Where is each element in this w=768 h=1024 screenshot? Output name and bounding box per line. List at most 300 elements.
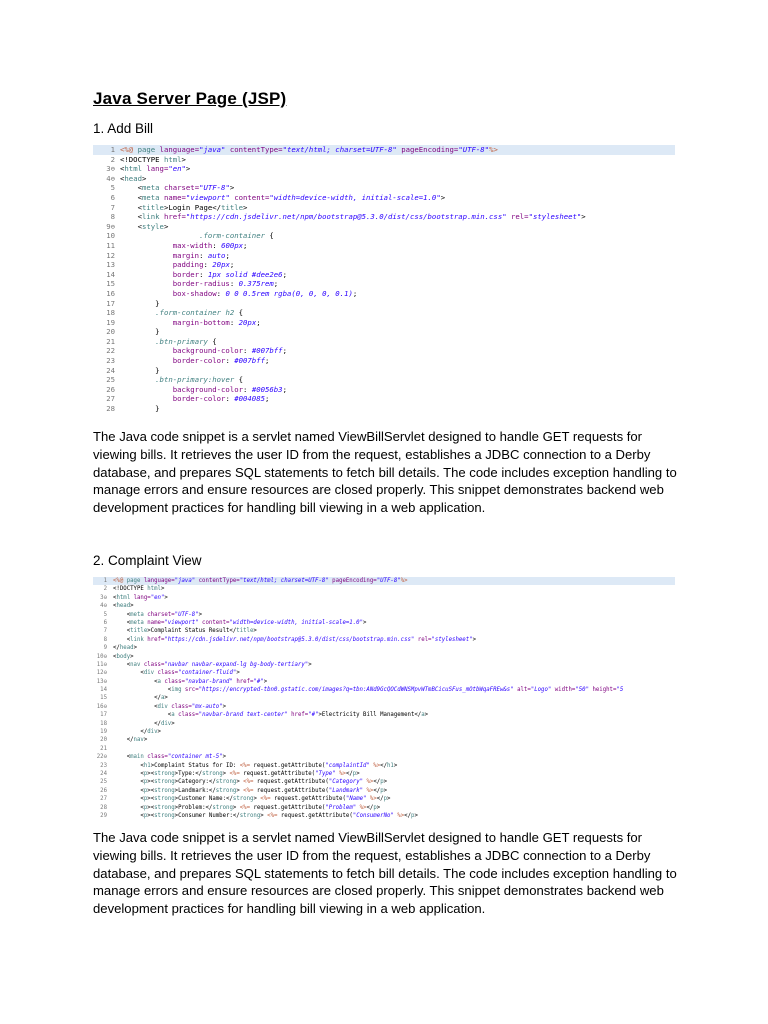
code-token: "#" (308, 712, 319, 719)
code-token: </ (113, 737, 134, 744)
code-line (93, 795, 675, 803)
code-line (93, 308, 675, 318)
code-token: class= (160, 678, 185, 685)
line-number: 2 (110, 154, 115, 164)
code-line (93, 787, 675, 795)
code-line (93, 279, 675, 289)
code-token: div (143, 670, 155, 677)
code-text (120, 346, 287, 356)
code-token: : (203, 260, 213, 270)
code-token: </ (113, 645, 120, 652)
code-token: "navbar navbar-expand-lg bg-body-tertiary" (164, 661, 309, 668)
code-text (113, 728, 161, 736)
line-number: 1 (110, 145, 115, 154)
code-token: < (113, 594, 117, 601)
code-token: >Login Page</ (163, 202, 222, 212)
code-snippet-complaint-view (93, 577, 675, 820)
code-token: #007bff (251, 346, 283, 356)
code-text (120, 337, 217, 347)
code-token: p (143, 796, 148, 803)
code-line (93, 222, 675, 232)
code-token: "viewport" (185, 192, 230, 202)
code-token: "UTF-8" (199, 183, 230, 193)
code-text (113, 804, 380, 812)
code-token: > (130, 653, 134, 660)
code-line (93, 212, 675, 222)
code-token: style (141, 221, 164, 231)
line-number: 4⊖ (106, 173, 115, 183)
code-token: lang= (130, 594, 151, 601)
code-line (93, 375, 675, 385)
code-token: > (222, 770, 230, 777)
code-token: < (113, 611, 131, 618)
code-token: "stylesheet" (528, 212, 582, 222)
code-token: </ (404, 812, 411, 819)
code-token: ; (282, 269, 287, 279)
description-paragraph-complaint-view: The Java code snippet is a servlet named ViewBillServlet designed to handle GET requests for viewing bills. It retrieves the user ID from the request, establishes a JDBC connection to a Derby database, and prepares SQL statements to fetch bill details. The code includes exception handling to manage errors and ensure resources are closed properly. This snippet demonstrates backend web development practices for handling bill viewing in a web application. (93, 830, 677, 917)
code-token (120, 270, 173, 279)
code-token: : (243, 346, 252, 356)
code-token: > (157, 729, 161, 736)
code-text (113, 795, 390, 803)
code-token: "Logo" (530, 687, 552, 694)
code-text (113, 711, 428, 719)
code-token: ; (265, 356, 270, 366)
code-token: { (234, 308, 244, 318)
code-line (93, 356, 675, 366)
code-line (93, 193, 675, 203)
line-number: 25 (100, 779, 107, 786)
code-token: </ (113, 695, 161, 702)
code-line (93, 804, 675, 812)
code-token: > (133, 645, 137, 652)
line-number: 19 (100, 729, 107, 736)
code-token: meta (141, 183, 160, 193)
code-token: "stylesheet" (431, 636, 473, 643)
code-token: class= (140, 661, 165, 668)
code-line (93, 145, 675, 155)
code-token: p (143, 779, 148, 786)
code-text (113, 736, 147, 744)
code-token: "50" (575, 687, 590, 694)
code-token: %> (366, 796, 377, 803)
code-token: href= (232, 678, 254, 685)
code-text (120, 241, 247, 251)
code-line (93, 720, 675, 728)
code-token: > (414, 812, 418, 819)
code-token: { (234, 375, 244, 385)
code-text (113, 770, 360, 778)
code-token: >Electricity Bill Management</ (318, 712, 422, 719)
code-token: : (216, 288, 226, 298)
code-token: link (130, 636, 144, 643)
code-token (120, 394, 173, 403)
code-token (120, 231, 199, 240)
code-token: >Landmark:</ (174, 787, 216, 794)
code-token: < (120, 192, 142, 202)
code-token: > (424, 712, 429, 719)
code-token: charset= (159, 183, 200, 193)
code-token: 0.375rem (238, 279, 274, 289)
code-token: title (221, 202, 244, 212)
code-token: <%= (239, 804, 254, 811)
code-token: > (253, 796, 261, 803)
code-line (93, 594, 675, 602)
code-token: #0056b3 (251, 384, 283, 394)
code-token: rel= (506, 212, 529, 222)
code-token: div (160, 720, 172, 727)
code-text (113, 594, 168, 602)
code-text (120, 308, 243, 318)
code-token: < (113, 804, 144, 811)
code-token: > (198, 611, 203, 618)
code-token: title (130, 628, 148, 635)
code-text (120, 222, 168, 232)
code-token: auto (207, 250, 226, 260)
code-token: body (116, 653, 131, 660)
code-token: < (120, 202, 142, 212)
code-token: > (141, 173, 147, 183)
code-line (93, 366, 675, 376)
line-number: 22 (106, 346, 115, 356)
code-token: > (376, 804, 381, 811)
code-token: <!DOCTYPE (113, 586, 148, 593)
code-line (93, 644, 675, 652)
code-token: request.getAttribute( (253, 804, 326, 811)
code-text (120, 327, 160, 337)
code-token: class= (174, 712, 199, 719)
code-token: .form-container h2 (155, 308, 235, 318)
code-token: >Type:</ (174, 770, 203, 777)
code-token: < (113, 636, 131, 643)
code-token: href= (143, 636, 165, 643)
code-token: p (143, 787, 148, 794)
code-token: ; (265, 394, 270, 404)
code-token: > (143, 737, 148, 744)
line-number: 5 (110, 183, 115, 193)
code-token: box-shadow (172, 288, 217, 298)
code-token: contentType= (225, 145, 283, 154)
code-token: </ (113, 729, 148, 736)
code-text (113, 669, 240, 677)
line-number: 7 (103, 628, 107, 635)
code-token: >< (147, 804, 155, 811)
code-token: border-color (172, 394, 226, 404)
code-text (120, 164, 190, 174)
code-token: </ (373, 787, 381, 794)
code-line (93, 337, 675, 347)
line-number: 26 (100, 787, 107, 794)
code-token: < (113, 628, 131, 635)
code-line (93, 327, 675, 337)
code-token: width= (551, 687, 576, 694)
code-line (93, 203, 675, 213)
code-token: < (120, 183, 142, 193)
line-number: 15 (100, 695, 107, 702)
code-token: "navbar-brand" (184, 678, 233, 685)
code-token: >< (147, 779, 155, 786)
code-token: > (171, 720, 175, 727)
code-token: > (160, 586, 165, 593)
code-line (93, 711, 675, 719)
code-token: %> (363, 779, 374, 786)
line-number: 16⊖ (96, 703, 107, 710)
code-token: nav (130, 661, 141, 668)
code-text (120, 299, 160, 309)
code-text (120, 318, 261, 328)
code-token: %> (335, 770, 346, 777)
code-token: </ (376, 796, 384, 803)
code-text (120, 212, 586, 222)
code-token: class= (143, 754, 168, 761)
code-token: : (199, 269, 208, 279)
code-line (93, 241, 675, 251)
code-line (93, 619, 675, 627)
code-token: > (130, 603, 134, 610)
code-token: page (126, 578, 144, 584)
code-line (93, 686, 675, 694)
code-token: src= (181, 687, 199, 694)
code-token (120, 318, 173, 327)
code-token: : (243, 384, 252, 394)
line-number: 14 (106, 269, 115, 279)
code-token: "Landmark" (328, 787, 364, 794)
code-token (120, 279, 173, 288)
line-number: 10 (106, 231, 115, 241)
code-token: content= (229, 192, 270, 202)
code-token: < (113, 762, 144, 769)
line-number: 18 (106, 308, 115, 318)
code-text (113, 653, 134, 661)
line-number: 5 (103, 611, 107, 618)
code-token: "text/html; charset=UTF-8" (282, 145, 397, 154)
code-line (93, 231, 675, 241)
code-token: strong (154, 796, 175, 803)
code-token: alt= (513, 687, 531, 694)
code-token: < (113, 812, 144, 819)
code-token: <%= (243, 787, 257, 794)
line-number: 6 (110, 192, 115, 202)
code-token (120, 337, 155, 346)
code-token: "https://cdn.jsdelivr.net/npm/bootstrap@5.3.0/dist/css/bootstrap.min.css" (185, 212, 507, 222)
line-number: 29 (100, 812, 107, 819)
code-token: < (113, 779, 144, 786)
code-token: ; (273, 279, 279, 289)
line-number: 23 (106, 356, 115, 366)
code-token: ; (282, 384, 287, 394)
code-token: h1 (143, 762, 151, 769)
code-text (120, 279, 278, 289)
code-token: >Category:</ (174, 779, 216, 786)
code-text (113, 753, 226, 761)
code-token: >< (147, 796, 155, 803)
code-token: > (308, 661, 312, 668)
code-token: > (236, 787, 244, 794)
code-token: "UTF-8" (376, 578, 401, 584)
code-text (113, 778, 387, 786)
line-number: 8 (103, 636, 107, 643)
line-number: 16 (106, 288, 115, 298)
section-heading-add-bill: 1. Add Bill (93, 121, 154, 136)
code-token: 1px solid #dee2e6 (207, 269, 283, 279)
code-token: <%= (239, 762, 254, 769)
code-token: >Customer Name:</ (174, 796, 233, 803)
code-token: strong (202, 770, 223, 777)
code-token: head (119, 645, 134, 652)
code-line (93, 694, 675, 702)
code-token: content= (198, 619, 230, 626)
line-number: 25 (106, 375, 115, 385)
code-token: > (472, 636, 476, 643)
code-token: } (120, 298, 160, 308)
code-token: } (120, 327, 160, 337)
line-number: 13 (106, 260, 115, 270)
code-token: : (225, 356, 235, 366)
code-token: ; (256, 317, 261, 327)
code-line (93, 318, 675, 328)
code-text (120, 356, 269, 366)
code-token: > (185, 164, 191, 174)
code-token: 600px (221, 240, 244, 250)
code-token: < (120, 212, 142, 222)
code-text (113, 745, 116, 753)
line-number: 9⊖ (106, 221, 115, 231)
code-token: .btn-primary:hover (155, 375, 235, 385)
code-token: request.getAttribute( (243, 770, 316, 777)
code-token: "Problem" (325, 804, 357, 811)
code-token: request.getAttribute( (274, 796, 346, 803)
code-line (93, 299, 675, 309)
code-token: pageEncoding= (396, 145, 459, 154)
code-token: "java" (174, 578, 196, 584)
code-token: < (120, 164, 125, 174)
code-token: "width=device-width, initial-scale=1.0" (269, 192, 441, 202)
code-token: > (387, 796, 391, 803)
code-token: request.getAttribute( (256, 787, 329, 794)
code-text (120, 375, 243, 385)
code-token: strong (232, 796, 254, 803)
code-token: : (212, 240, 222, 250)
code-token: "Name" (345, 796, 367, 803)
code-text (113, 720, 175, 728)
code-token: > (356, 770, 360, 777)
code-token: name= (143, 619, 165, 626)
code-token: </ (345, 770, 353, 777)
code-text (120, 260, 234, 270)
line-number: 21 (106, 336, 115, 346)
line-number: 17 (106, 298, 115, 308)
code-token: } (120, 404, 160, 414)
code-token: < (113, 653, 117, 660)
code-token (120, 385, 173, 394)
code-token: img (171, 687, 182, 694)
code-token: > (243, 202, 248, 212)
code-token: 20px (238, 317, 257, 327)
code-text (120, 289, 357, 299)
code-token: rel= (414, 636, 432, 643)
line-number: 19 (106, 317, 115, 327)
line-number: 3⊖ (100, 594, 107, 601)
code-token: <%= (243, 779, 257, 786)
code-token: { (207, 336, 217, 346)
code-token (120, 375, 155, 384)
code-token: html (116, 594, 131, 601)
code-token: > (222, 703, 227, 710)
line-number: 10⊖ (96, 653, 107, 660)
code-line (93, 174, 675, 184)
line-number: 12⊖ (96, 670, 107, 677)
code-token: strong (154, 812, 175, 819)
line-number: 24 (100, 770, 107, 777)
line-number: 20 (100, 737, 107, 744)
code-token: <%= (229, 770, 244, 777)
code-token: < (113, 687, 172, 694)
line-number: 20 (106, 327, 115, 337)
code-token: "mx-auto" (191, 703, 223, 710)
code-line (93, 753, 675, 761)
code-token: "UTF-8" (174, 611, 199, 618)
code-text (113, 686, 623, 694)
code-text (113, 627, 257, 635)
line-number: 11⊖ (96, 661, 107, 668)
line-number: 11 (106, 240, 115, 250)
code-token: p (143, 804, 148, 811)
line-number: 9 (103, 645, 107, 652)
code-token: title (236, 628, 254, 635)
code-token: div (147, 729, 158, 736)
code-line (93, 678, 675, 686)
code-token: < (113, 661, 131, 668)
code-token: strong (215, 779, 237, 786)
code-token: { (264, 231, 274, 241)
code-token: : (199, 250, 208, 260)
code-token: "text/html; charset=UTF-8" (239, 578, 329, 584)
code-token: > (222, 754, 227, 761)
line-number: 15 (106, 279, 115, 289)
code-token: html (147, 586, 161, 593)
code-token: %> (356, 804, 367, 811)
code-token: >Problem:</ (174, 804, 213, 811)
code-token: > (236, 670, 240, 677)
code-line (93, 164, 675, 174)
code-token: request.getAttribute( (256, 779, 329, 786)
code-token (120, 241, 173, 250)
code-token: %> (393, 812, 405, 819)
code-token: strong (154, 779, 175, 786)
code-line (93, 346, 675, 356)
code-line (93, 404, 675, 414)
code-token: p (143, 812, 148, 819)
code-token: p (143, 770, 148, 777)
code-text (113, 636, 476, 644)
code-token: p (373, 804, 377, 811)
code-line (93, 812, 675, 820)
code-token: request.getAttribute( (280, 812, 353, 819)
code-token: <%= (260, 796, 274, 803)
code-text (120, 155, 186, 165)
code-token: "width=device-width, initial-scale=1.0" (229, 619, 363, 626)
code-token: > (393, 762, 398, 769)
code-token: < (113, 703, 158, 710)
code-line (93, 703, 675, 711)
code-token: page (137, 145, 160, 154)
code-line (93, 636, 675, 644)
code-token: 20px (212, 260, 230, 270)
code-token: > (581, 212, 586, 222)
code-token (120, 308, 155, 317)
code-line (93, 745, 675, 753)
line-number: 6 (103, 619, 107, 626)
